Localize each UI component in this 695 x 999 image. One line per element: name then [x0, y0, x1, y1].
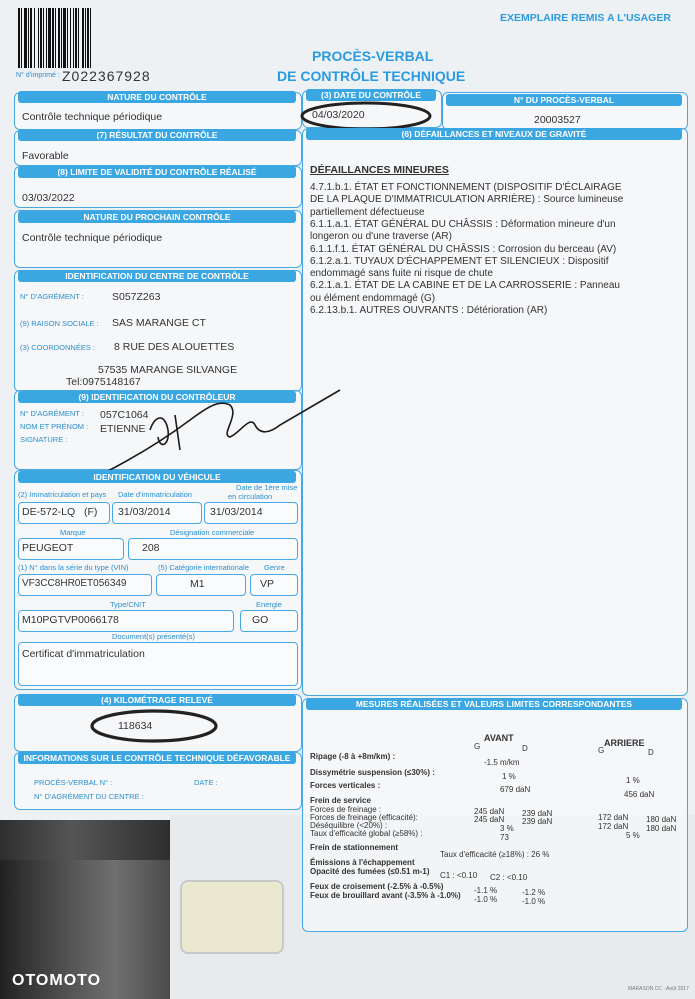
centre-ville: 57535 MARANGE SILVANGE [98, 364, 238, 376]
deseq-av: 3 % [500, 824, 514, 833]
avant-g: G [474, 742, 481, 751]
defaillance-line: 6.1.2.a.1. TUYAUX D'ÉCHAPPEMENT ET SILENCIEUX : Dispositif [310, 255, 609, 267]
controleur-nom-label: NOM ET PRÉNOM : [20, 422, 89, 431]
num-imprime-label: N° d'imprimé : [16, 72, 60, 79]
genre-value: VP [260, 578, 275, 590]
kilometrage-header: (4) KILOMÉTRAGE RELEVÉ [18, 694, 296, 706]
ff2-av-g: 245 daN [474, 815, 505, 824]
otomoto-watermark: OTOMOTO [12, 972, 102, 989]
type-value: M10PGTVP0066178 [22, 614, 119, 626]
title-line1: PROCÈS-VERBAL [312, 48, 434, 64]
ff-av-g: 245 daN [474, 807, 505, 816]
validite-header: (8) LIMITE DE VALIDITÉ DU CONTRÔLE RÉALISÉ [18, 166, 296, 178]
nature-header: NATURE DU CONTRÔLE [18, 91, 296, 103]
documents-value: Certificat d'immatriculation [22, 648, 145, 660]
defavorable-date-label: DATE : [194, 778, 218, 787]
taux-stat: Taux d'efficacité (≥18%) : 26 % [440, 850, 550, 859]
exemplaire-label: EXEMPLAIRE REMIS A L'USAGER [500, 12, 671, 24]
controleur-agrement: 057C1064 [100, 409, 149, 421]
footer-ref: MARASON CC · Août 2017 [628, 986, 689, 992]
prochain-header: NATURE DU PROCHAIN CONTRÔLE [18, 211, 296, 223]
vehicule-header: IDENTIFICATION DU VÉHICULE [18, 471, 296, 483]
feux-brouil-av: -1.0 % [474, 895, 498, 904]
num-imprime: Z022367928 [62, 68, 151, 84]
designation-label: Désignation commerciale [170, 528, 255, 537]
feux-brouil-label: Feux de brouillard avant (-3.5% à -1.0%) [310, 891, 461, 900]
validite-value: 03/03/2022 [22, 192, 75, 204]
defavorable-pv-label: PROCÈS-VERBAL N° : [34, 778, 113, 787]
arriere-label: ARRIERE [604, 738, 645, 748]
dissym-av: 1 % [502, 772, 516, 781]
controleur-signature [80, 375, 360, 485]
defaillances-title: DÉFAILLANCES MINEURES [310, 164, 449, 176]
title-line2: DE CONTRÔLE TECHNIQUE [277, 68, 466, 84]
controleur-header: (9) IDENTIFICATION DU CONTRÔLEUR [18, 391, 296, 403]
ripage-label: Ripage (-8 à +8m/km) : [310, 752, 396, 761]
defaillances-header: (6) DÉFAILLANCES ET NIVEAUX DE GRAVITÉ [306, 128, 682, 140]
opacite-label: Opacité des fumées (≤0.51 m-1) [310, 867, 430, 876]
immat-label: (2) Immatriculation et pays [18, 490, 107, 499]
desequilibre-label: Déséquilibre (<20%) : [310, 821, 388, 830]
vin-label: (1) N° dans la série du type (VIN) [18, 563, 129, 572]
defaillance-line: endommagé sans fuite ni risque de chute [310, 268, 493, 280]
controleur-nom: ETIENNE [100, 423, 146, 435]
ff2-av-d: 239 daN [522, 817, 553, 826]
centre-raison-label: (9) RAISON SOCIALE : [20, 319, 99, 328]
defaillance-line: 6.1.1.f.1. ÉTAT GÉNÉRAL DU CHÂSSIS : Corrosion du berceau (AV) [310, 243, 617, 255]
documents-label: Document(s) présenté(s) [112, 632, 195, 641]
centre-adresse: 8 RUE DES ALOUETTES [114, 341, 235, 353]
date-controle-header: (3) DATE DU CONTRÔLE [306, 89, 436, 101]
defavorable-header: INFORMATIONS SUR LE CONTRÔLE TECHNIQUE DÉFAVORABLE [18, 752, 296, 764]
marque-label: Marque [60, 528, 86, 537]
date-circ-value: 31/03/2014 [210, 506, 263, 518]
arriere-g: G [598, 746, 605, 755]
type-label: Type/CNIT [110, 600, 146, 609]
feux-crois-av: -1.1 % [474, 886, 498, 895]
barcode [18, 8, 186, 68]
defaillance-line: ou élément endommagé (G) [310, 292, 436, 304]
energie-label: Energie [256, 600, 282, 609]
centre-tel: Tel:0975148167 [66, 376, 141, 388]
feux-brouil-ar: -1.0 % [522, 897, 546, 906]
num-pv-header: N° DU PROCÈS-VERBAL [446, 94, 682, 106]
genre-label: Genre [264, 563, 285, 572]
categorie-value: M1 [190, 578, 205, 590]
kilometrage-value: 118634 [118, 720, 153, 732]
taux-global-label: Taux d'efficacité global (≥58%) : [310, 829, 423, 838]
taux-global: 73 [500, 833, 509, 842]
arriere-d: D [648, 748, 654, 757]
immat-value: DE-572-LQ [22, 506, 76, 518]
energie-field [240, 610, 298, 632]
defaillance-line: 6.1.1.a.1. ÉTAT GÉNÉRAL DU CHÂSSIS : Déformation mineure d'un [310, 218, 616, 230]
date-immat-label: Date d'immatriculation [118, 490, 192, 499]
feux-crois-ar: -1.2 % [522, 888, 546, 897]
feux-crois-label: Feux de croisement (-2.5% à -0.5%) [310, 882, 444, 891]
avant-d: D [522, 744, 528, 753]
mesures-header: MESURES RÉALISÉES ET VALEURS LIMITES CORRESPONDANTES [306, 698, 682, 710]
dissym-label: Dissymétrie suspension (≤30%) : [310, 768, 435, 777]
ff-av-d: 239 daN [522, 809, 553, 818]
frein-stat-label: Frein de stationnement [310, 843, 399, 852]
designation-value: 208 [142, 542, 160, 554]
forces-av: 679 daN [500, 785, 531, 794]
centre-coord-label: (3) COORDONNÉES : [20, 343, 96, 352]
resultat-value: Favorable [22, 150, 69, 162]
sticker-patch [180, 880, 284, 954]
defaillance-line: DE LA PLAQUE D'IMMATRICULATION ARRIÈRE) : Source lumineuse [310, 194, 624, 206]
centre-agrement-label: N° D'AGRÉMENT : [20, 292, 84, 301]
c1-value: C1 : <0.10 [440, 871, 478, 880]
centre-header: IDENTIFICATION DU CENTRE DE CONTRÔLE [18, 270, 296, 282]
defaillance-line: 4.7.1.b.1. ÉTAT ET FONCTIONNEMENT (DISPOSITIF D'ÉCLAIRAGE [310, 182, 622, 193]
emissions-label: Émissions à l'échappement [310, 858, 415, 867]
defaillance-line: partiellement défectueuse [310, 206, 425, 218]
energie-value: GO [252, 614, 269, 626]
defaillance-line: longeron ou d'une traverse (AR) [310, 231, 452, 243]
controleur-agrement-label: N° D'AGRÉMENT : [20, 409, 84, 418]
centre-agrement: S057Z263 [112, 291, 161, 303]
forces-freinage-label: Forces de freinage : [310, 805, 382, 814]
date-immat-value: 31/03/2014 [118, 506, 171, 518]
avant-label: AVANT [484, 733, 514, 743]
centre-raison: SAS MARANGE CT [112, 317, 206, 329]
barcode-bar [91, 8, 93, 68]
defaillance-line: 6.2.1.a.1. ÉTAT DE LA CABINE ET DE LA CARROSSERIE : Panneau [310, 280, 620, 292]
date-controle-value: 04/03/2020 [312, 109, 365, 121]
c2-value: C2 : <0.10 [490, 873, 528, 882]
categorie-label: (5) Catégorie internationale [158, 563, 249, 572]
date-circ-label2: en circulation [228, 492, 273, 501]
ff2-ar-d: 180 daN [646, 824, 677, 833]
ripage-value: -1.5 m/km [484, 758, 520, 767]
nature-value: Contrôle technique périodique [22, 111, 163, 123]
dissym-ar: 1 % [626, 776, 640, 785]
vin-value: VF3CC8HR0ET056349 [22, 578, 127, 589]
marque-value: PEUGEOT [22, 542, 74, 554]
deseq-ar: 5 % [626, 831, 640, 840]
defaillance-line: 6.2.13.b.1. AUTRES OUVRANTS : Détérioration (AR) [310, 305, 548, 316]
pays-value: (F) [84, 506, 98, 518]
date-circ-label1: Date de 1ère mise [236, 483, 298, 492]
ff-ar-g: 172 daN [598, 813, 629, 822]
forces-freinage-eff-label: Forces de freinage (efficacité): [310, 813, 418, 822]
kilometrage-circle-mark [84, 704, 224, 748]
controleur-signature-label: SIGNATURE : [20, 435, 68, 444]
defavorable-agrement-label: N° D'AGRÉMENT DU CENTRE : [34, 792, 144, 801]
frein-service-label: Frein de service [310, 796, 371, 805]
forces-ar: 456 daN [624, 790, 655, 799]
ff2-ar-g: 172 daN [598, 822, 629, 831]
num-pv-value: 20003527 [534, 114, 581, 126]
ff-ar-d: 180 daN [646, 815, 677, 824]
resultat-header: (7) RÉSULTAT DU CONTRÔLE [18, 129, 296, 141]
prochain-value: Contrôle technique périodique [22, 232, 163, 244]
forces-label: Forces verticales : [310, 781, 381, 790]
